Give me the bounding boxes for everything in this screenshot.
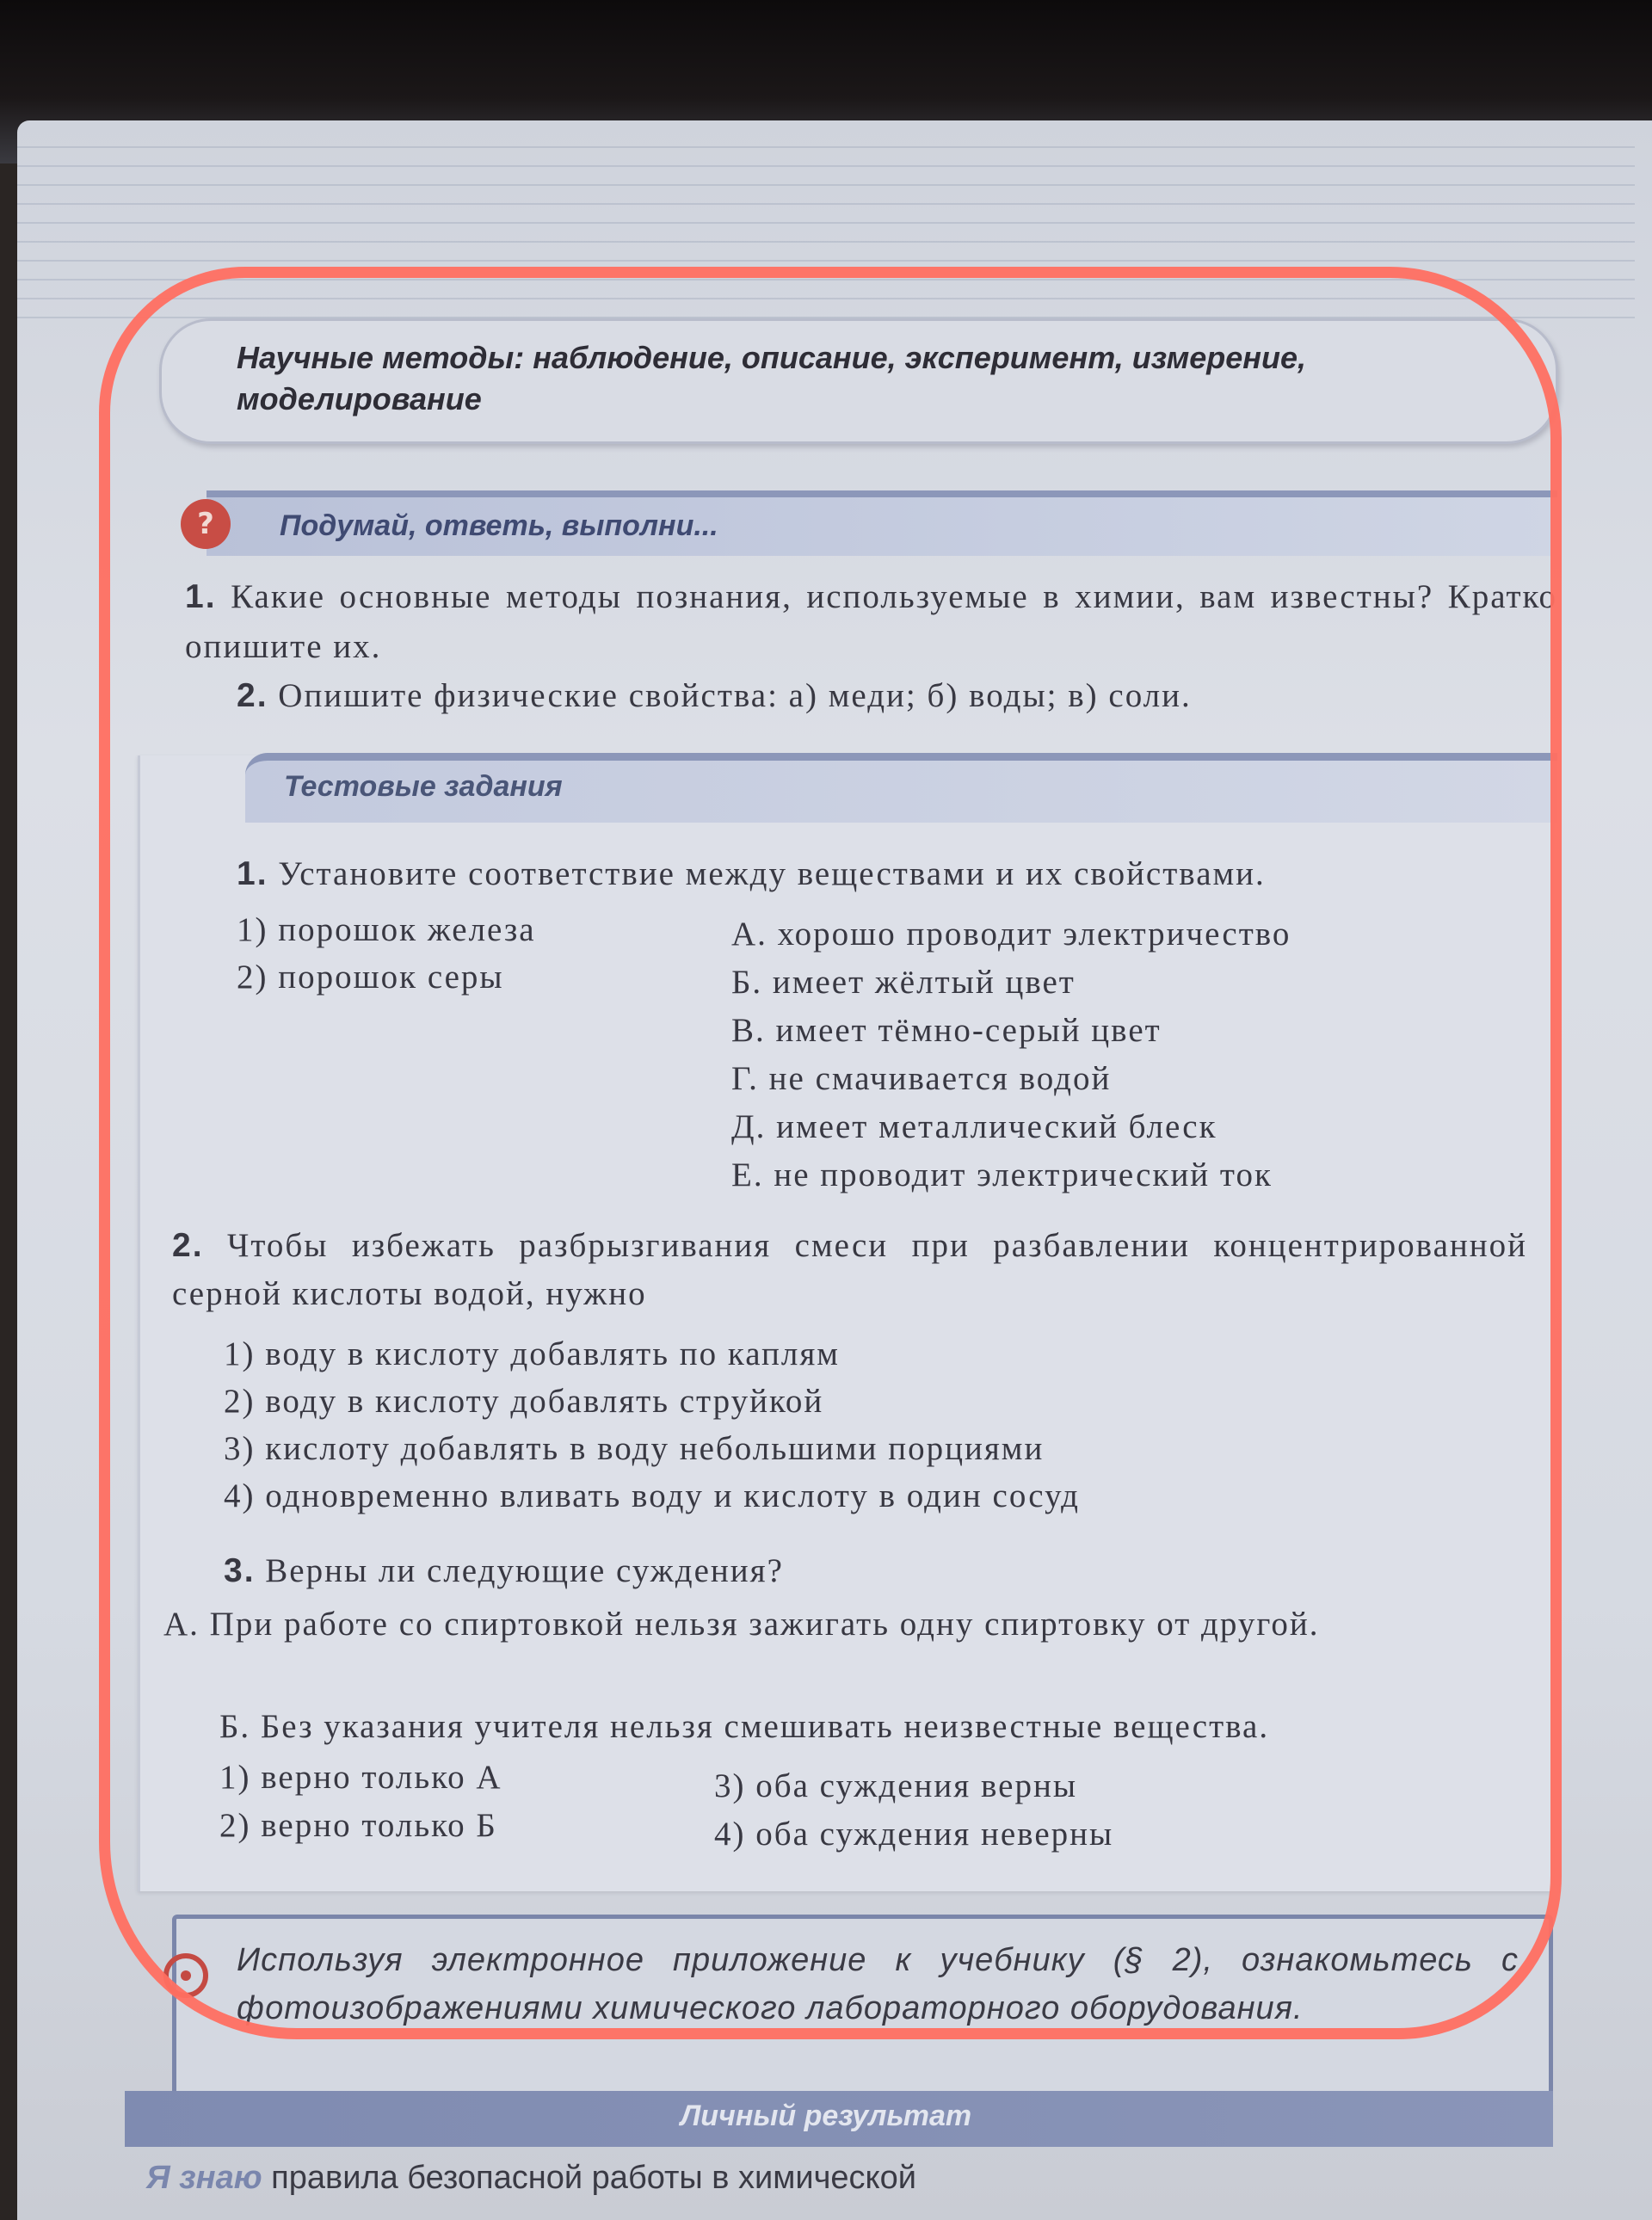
electronic-note-text: Используя электронное приложение к учебнику (§ 2), ознакомьтесь с фотоизображениями химического лабораторного оборудования. (237, 1942, 1519, 2026)
test-2-question (172, 1222, 1527, 1318)
tests-title: Тестовые задания (284, 770, 563, 803)
test-3-statement-a: А. При работе со спиртовкой нельзя зажигать одну спиртовку от другой. (163, 1606, 1320, 1643)
property-item: Е. не проводит электрический ток (731, 1156, 1273, 1193)
test-2-option: 4) одновременно вливать воду и кислоту в один сосуд (224, 1477, 1080, 1514)
test-3-option: 2) верно только Б (219, 1807, 497, 1844)
substance-item: 1) порошок железа (237, 911, 536, 948)
test-3-number: 3. (224, 1552, 256, 1589)
test-3-question (224, 1549, 784, 1594)
question-1-text: Какие основные методы познания, используемые в химии, вам известны? Кратко опишите их. (185, 578, 1558, 665)
personal-result-lead: Я знаю (146, 2160, 262, 2196)
test-1-question (237, 852, 1266, 897)
topic-text: Научные методы: наблюдение, описание, эксперимент, измерение, моделирование (237, 340, 1307, 416)
personal-result-line (146, 2160, 916, 2197)
think-section-title: Подумай, ответь, выполни... (280, 509, 718, 542)
test-3-text: Верны ли следующие суждения? (265, 1552, 784, 1589)
property-item: А. хорошо проводит электричество (731, 916, 1291, 953)
question-1 (185, 572, 1557, 672)
test-3-statement-b: Б. Без указания учителя нельзя смешивать неизвестные вещества. (219, 1708, 1270, 1745)
question-icon: ? (181, 499, 231, 549)
test-3-option: 4) оба суждения неверны (714, 1816, 1114, 1853)
test-2-option: 2) воду в кислоту добавлять струйкой (224, 1383, 824, 1420)
test-2-option: 1) воду в кислоту добавлять по каплям (224, 1335, 840, 1372)
personal-result-title: Личный результат (680, 2100, 972, 2132)
ruled-margin (17, 129, 1635, 327)
question-2-number: 2. (237, 677, 268, 714)
test-2-number: 2. (172, 1227, 204, 1264)
question-2-text: Опишите физические свойства: а) меди; б) воды; в) соли. (278, 677, 1192, 714)
test-2-text: Чтобы избежать разбрызгивания смеси при разбавлении концентрированной серной кислоты водой, нужно (172, 1227, 1527, 1312)
property-item: Д. имеет металлический блеск (731, 1108, 1217, 1145)
test-1-text: Установите соответствие между веществами и их свойствами. (278, 855, 1266, 892)
property-item: Г. не смачивается водой (731, 1060, 1112, 1097)
test-3-option: 3) оба суждения верны (714, 1767, 1078, 1804)
question-1-number: 1. (185, 578, 217, 615)
electronic-app-icon (163, 1953, 208, 1998)
property-item: В. имеет тёмно-серый цвет (731, 1012, 1162, 1049)
test-2-option: 3) кислоту добавлять в воду небольшими порциями (224, 1430, 1045, 1467)
property-item: Б. имеет жёлтый цвет (731, 964, 1076, 1001)
test-1-number: 1. (237, 855, 268, 892)
question-2 (237, 671, 1557, 721)
test-3-option: 1) верно только А (219, 1759, 502, 1796)
personal-result-rest: правила безопасной работы в химической (271, 2160, 916, 2196)
substance-item: 2) порошок серы (237, 959, 504, 996)
